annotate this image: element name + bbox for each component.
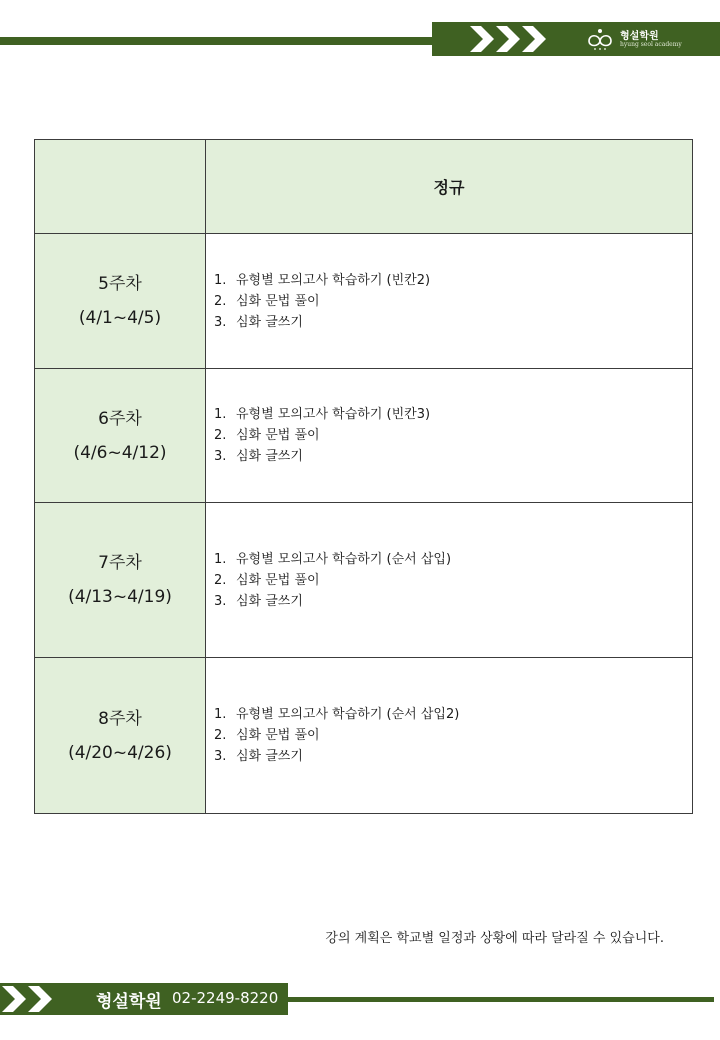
week-cell (35, 503, 206, 658)
week-dates: (4/20~4/26) (68, 742, 172, 763)
week-label: 5주차 (98, 274, 142, 294)
plan-cell (206, 234, 693, 369)
week-cell (35, 234, 206, 369)
week-label: 8주차 (98, 708, 142, 729)
list-item (214, 725, 692, 746)
list-item (214, 291, 692, 312)
list-item (214, 570, 692, 591)
header-stripe (0, 37, 440, 45)
schedule-note: 강의 계획은 학교별 일정과 상황에 따라 달라질 수 있습니다. (325, 931, 664, 946)
footer-phone: 02-2249-8220 (172, 989, 279, 1007)
item-text: 심화 문법 풀이 (236, 728, 320, 743)
week-label: 6주차 (98, 408, 142, 429)
list-item (214, 312, 692, 333)
item-number: 2. (214, 572, 227, 588)
week-cell (35, 369, 206, 503)
table-row (35, 369, 693, 503)
plan-list (206, 704, 692, 767)
item-text: 유형별 모의고사 학습하기 (순서 삽입2) (236, 707, 460, 722)
item-number: 1. (214, 407, 227, 422)
academy-logo-icon (586, 27, 614, 51)
item-text: 심화 문법 풀이 (236, 428, 320, 443)
week-label: 7주차 (98, 553, 142, 573)
item-text: 유형별 모의고사 학습하기 (빈칸3) (236, 407, 431, 422)
item-text: 심화 글쓰기 (236, 593, 303, 609)
plan-list (206, 404, 692, 467)
week-dates: (4/1~4/5) (78, 308, 162, 328)
week-cell (35, 658, 206, 814)
plan-cell (206, 658, 693, 814)
week-dates: (4/13~4/19) (68, 587, 172, 607)
item-text: 유형별 모의고사 학습하기 (빈칸2) (236, 272, 431, 288)
table-header-row (35, 140, 693, 234)
footer-academy-name: 형설학원 (96, 992, 162, 1012)
footer-stripe (288, 997, 714, 1002)
plan-list (206, 270, 692, 333)
schedule-table (34, 139, 693, 814)
plan-cell (206, 369, 693, 503)
item-number: 2. (214, 728, 227, 743)
table-row (35, 503, 693, 658)
item-text: 유형별 모의고사 학습하기 (순서 삽입) (236, 551, 452, 567)
list-item (214, 591, 692, 612)
list-item (214, 446, 692, 467)
item-text: 심화 글쓰기 (236, 314, 303, 330)
item-text: 심화 문법 풀이 (236, 572, 320, 588)
item-text: 심화 글쓰기 (236, 749, 303, 764)
list-item (214, 549, 692, 570)
plan-cell (206, 503, 693, 658)
header-blank-cell (35, 140, 206, 234)
logo-subtitle: hyung seol academy (620, 41, 682, 48)
list-item (214, 404, 692, 425)
plan-list (206, 549, 692, 612)
item-number: 2. (214, 428, 227, 443)
item-number: 3. (214, 593, 227, 609)
item-number: 3. (214, 449, 227, 464)
logo-name: 형설학원 (620, 31, 659, 42)
item-number: 2. (214, 293, 227, 309)
item-text: 심화 문법 풀이 (236, 293, 320, 309)
item-text: 심화 글쓰기 (236, 449, 303, 464)
week-dates: (4/6~4/12) (73, 442, 167, 463)
item-number: 1. (214, 551, 227, 567)
list-item (214, 746, 692, 767)
table-row (35, 658, 693, 814)
chevron-arrows-icon (2, 983, 66, 1015)
item-number: 3. (214, 749, 227, 764)
list-item (214, 425, 692, 446)
item-number: 1. (214, 707, 227, 722)
list-item (214, 704, 692, 725)
column-title: 정규 (206, 140, 693, 234)
table-row (35, 234, 693, 369)
item-number: 1. (214, 272, 227, 288)
item-number: 3. (214, 314, 227, 330)
list-item (214, 270, 692, 291)
header-brand-bar (432, 22, 720, 56)
chevron-arrows-icon (470, 22, 590, 56)
